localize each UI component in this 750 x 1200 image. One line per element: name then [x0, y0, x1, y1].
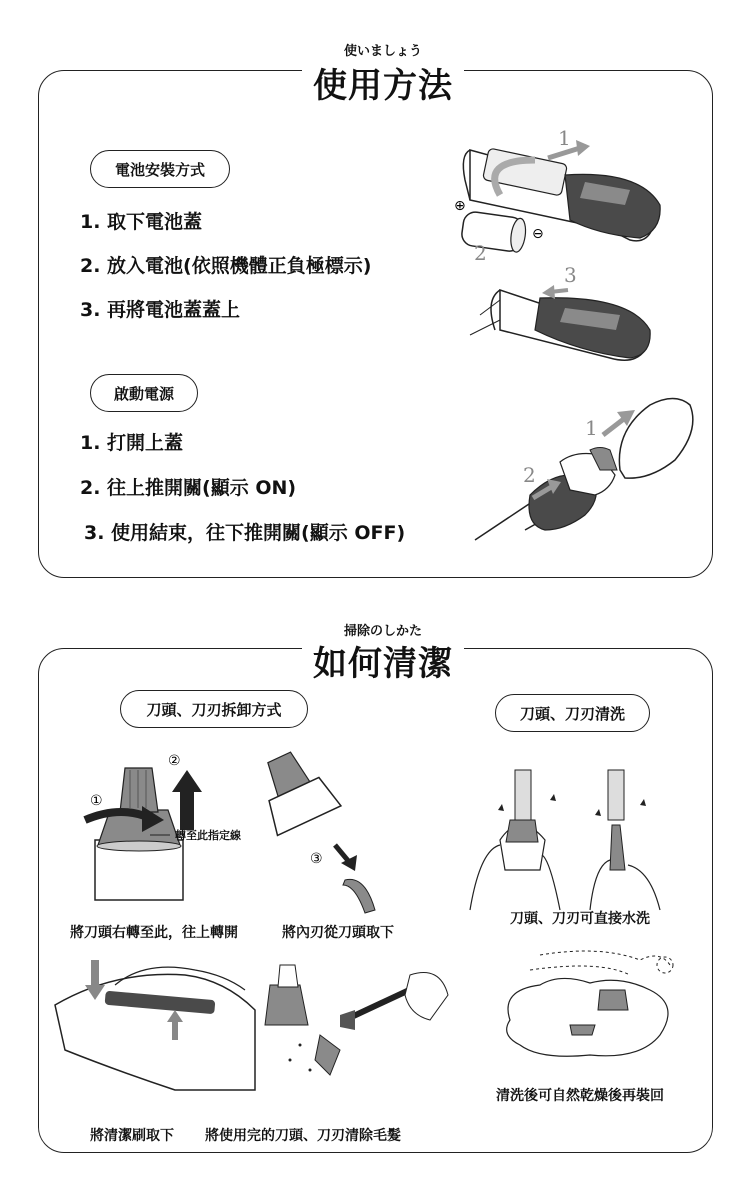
usage-title: 使用方法: [313, 66, 453, 106]
brush-caption-2: 將使用完的刀頭、刀刃清除毛髮: [205, 1128, 401, 1144]
drying-illustration: [500, 945, 680, 1065]
removal-marker-2: ②: [168, 753, 181, 769]
battery-step-1: 1. 取下電池蓋: [80, 211, 203, 233]
removal-label: 刀頭、刀刃拆卸方式: [146, 700, 282, 719]
battery-fig-num-1: 1: [558, 126, 571, 150]
wash-label: 刀頭、刀刃清洗: [519, 704, 625, 723]
battery-label: 電池安裝方式: [114, 160, 205, 179]
cleaning-subtitle: 掃除のしかた: [343, 624, 422, 639]
power-fig-num-2: 2: [523, 463, 536, 487]
power-fig-num-1: 1: [585, 416, 598, 440]
pointer-label: 轉至此指定線: [175, 829, 241, 842]
battery-step-3: 3. 再將電池蓋蓋上: [80, 299, 241, 321]
removal-label-pill: [120, 690, 308, 728]
removal-marker-3: ③: [310, 851, 323, 867]
power-step-2: 2. 往上推開關(顯示 ON): [80, 477, 297, 499]
power-label: 啟動電源: [113, 384, 174, 403]
cleaning-title: 如何清潔: [313, 644, 453, 684]
power-label-pill: [90, 374, 198, 412]
battery-label-pill: [90, 150, 230, 188]
battery-plus-sign: ⊕: [454, 198, 466, 214]
battery-install-illustration: [440, 120, 670, 370]
power-step-3: 3. 使用結束，往下推開關(顯示 OFF): [84, 522, 406, 544]
power-on-illustration: [475, 390, 705, 550]
wash-caption-2: 清洗後可自然乾燥後再裝回: [496, 1088, 664, 1104]
usage-subtitle: 使いましょう: [343, 44, 422, 59]
battery-fig-num-2: 2: [474, 241, 487, 265]
removal-caption-2: 將內刃從刀頭取下: [282, 925, 394, 941]
brush-caption-1: 將清潔刷取下: [90, 1128, 174, 1144]
wash-caption-1: 刀頭、刀刃可直接水洗: [510, 911, 650, 927]
battery-minus-sign: ⊖: [532, 226, 544, 242]
brush-removal-illustration: [55, 950, 265, 1090]
battery-step-2: 2. 放入電池(依照機體正負極標示): [80, 255, 372, 277]
wash-illustration: [460, 770, 670, 910]
power-step-1: 1. 打開上蓋: [80, 432, 184, 454]
removal-caption-1: 將刀頭右轉至此，往上轉開: [70, 925, 238, 941]
wash-label-pill: [495, 694, 650, 732]
inner-blade-removal-illustration: [255, 745, 405, 915]
removal-marker-1: ①: [90, 793, 103, 809]
head-removal-illustration: [80, 750, 280, 900]
brush-cleaning-illustration: [260, 965, 450, 1085]
battery-fig-num-3: 3: [564, 263, 577, 287]
